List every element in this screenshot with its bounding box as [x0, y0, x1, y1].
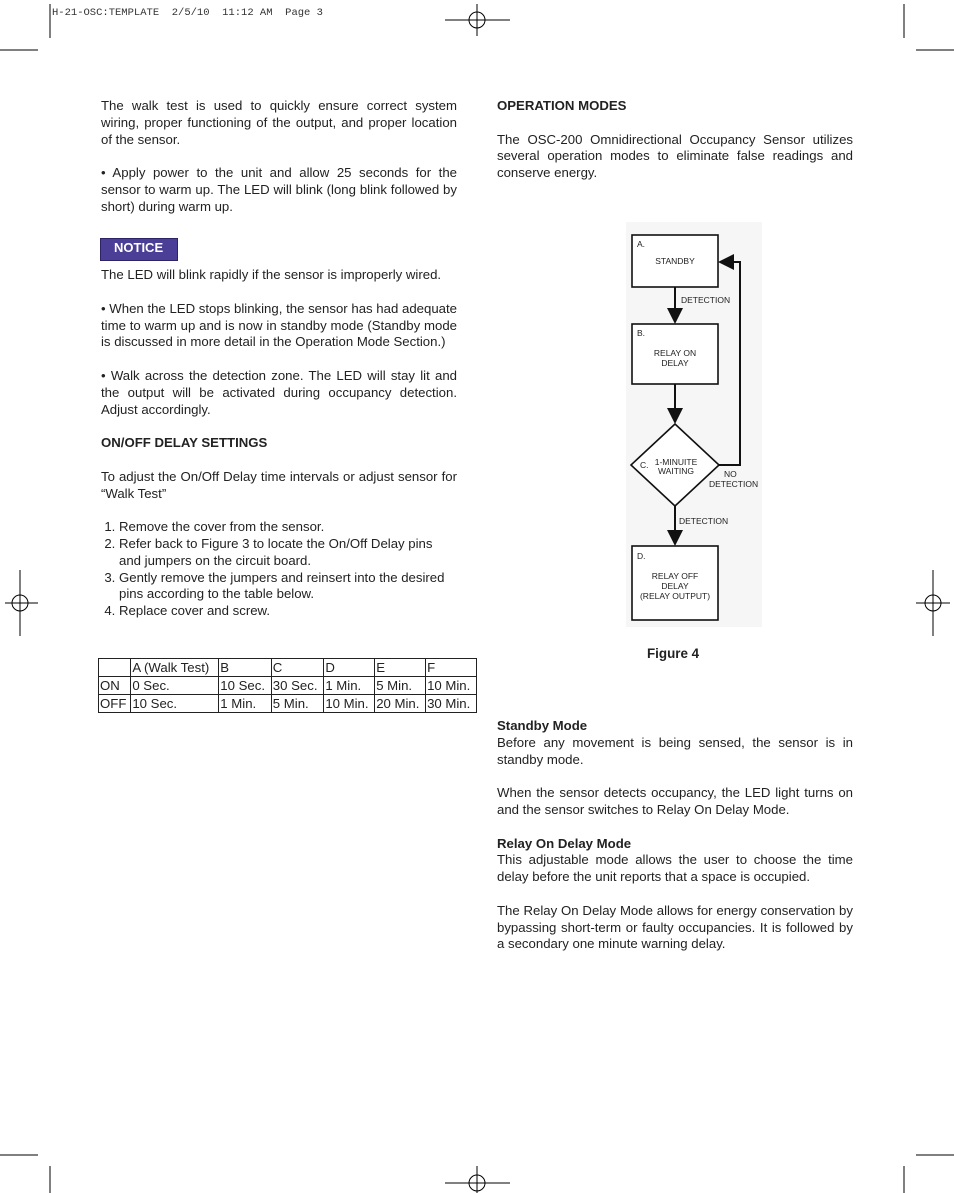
box-b-line1: RELAY ON: [653, 348, 697, 358]
delay-intro: To adjust the On/Off Delay time intervals or adjust sensor for “Walk Test”: [101, 468, 457, 501]
table-row: [99, 695, 477, 713]
table-cell: 0 Sec.: [131, 677, 219, 695]
detection-label-1: DETECTION: [681, 295, 731, 305]
box-d-line3: (RELAY OUTPUT): [639, 591, 711, 601]
table-cell: 30 Min.: [426, 695, 477, 713]
box-b-line2: DELAY: [661, 358, 689, 368]
diamond-c-line1: 1-MINUITE: [654, 457, 698, 467]
table-cell: F: [426, 659, 477, 677]
table-cell: 10 Min.: [426, 677, 477, 695]
box-b-letter: B.: [637, 328, 646, 338]
relay-on-paragraph-2: The Relay On Delay Mode allows for energy conservation by bypassing short-term or faulty occupancies. It is followed by a secondary one minute warning delay.: [497, 902, 853, 952]
box-d-line1: RELAY OFF: [651, 571, 699, 581]
table-cell: D: [324, 659, 375, 677]
table-cell: 10 Sec.: [219, 677, 272, 695]
bullet-walk-across: • Walk across the detection zone. The LED will stay lit and the output will be activated during occupancy detection. Adjust accordingly.: [101, 367, 457, 417]
delay-heading: ON/OFF DELAY SETTINGS: [101, 435, 268, 451]
left-column: [101, 98, 457, 620]
table-cell: 5 Min.: [271, 695, 324, 713]
standby-heading: Standby Mode: [497, 718, 588, 733]
table-header-row: [99, 659, 477, 677]
table-cell: B: [219, 659, 272, 677]
table-cell: [99, 659, 131, 677]
notice-text: The LED will blink rapidly if the sensor is improperly wired.: [101, 267, 442, 283]
table-cell: ON: [99, 677, 131, 695]
box-a-label: STANDBY: [655, 256, 695, 266]
no-detection-line1: NO: [724, 469, 737, 479]
relay-on-paragraph-1: This adjustable mode allows the user to choose the time delay before the unit reports that a space is occupied.: [497, 852, 853, 885]
notice-badge: NOTICE: [100, 238, 178, 261]
standby-paragraph-2: When the sensor detects occupancy, the LED light turns on and the sensor switches to Relay On Delay Mode.: [497, 785, 853, 817]
table-row: [99, 677, 477, 695]
table-cell: 1 Min.: [219, 695, 272, 713]
table-cell: 1 Min.: [324, 677, 375, 695]
delay-steps: [101, 519, 457, 620]
diamond-c-letter: C.: [640, 460, 649, 470]
table-cell: A (Walk Test): [131, 659, 219, 677]
detection-label-2: DETECTION: [679, 516, 729, 526]
slug-line: H-21-OSC:TEMPLATE 2/5/10 11:12 AM Page 3: [52, 7, 323, 19]
box-a-letter: A.: [637, 239, 646, 249]
figure-caption: Figure 4: [647, 646, 700, 661]
table-cell: 10 Sec.: [131, 695, 219, 713]
standby-paragraph-1: Before any movement is being sensed, the sensor is in standby mode.: [497, 734, 853, 767]
delay-settings-table: [98, 658, 477, 713]
list-item: 4. Replace cover and screw.: [119, 603, 457, 620]
table-cell: 10 Min.: [324, 695, 375, 713]
no-detection-line2: DETECTION: [709, 479, 759, 489]
table-cell: 30 Sec.: [271, 677, 324, 695]
bullet-apply-power: • Apply power to the unit and allow 25 seconds for the sensor to warm up. The LED will blink (long blink followed by short) during warm up.: [101, 165, 457, 214]
diamond-c-line2: WAITING: [657, 466, 695, 476]
operation-modes-heading: OPERATION MODES: [497, 98, 627, 113]
table-cell: C: [271, 659, 324, 677]
table-cell: 5 Min.: [375, 677, 426, 695]
relay-on-heading: Relay On Delay Mode: [497, 835, 632, 851]
right-column-bottom: [497, 718, 853, 953]
box-d-letter: D.: [637, 551, 646, 561]
list-item: 1. Remove the cover from the sensor.: [119, 519, 457, 536]
box-d-line2: DELAY: [661, 581, 689, 591]
table-cell: OFF: [99, 695, 131, 713]
walk-test-intro: The walk test is used to quickly ensure correct system wiring, proper functioning of the output, and proper location of the sensor.: [101, 98, 457, 147]
list-item: 3. Gently remove the jumpers and reinsert into the desired pins according to the table below.: [119, 570, 457, 604]
table-cell: 20 Min.: [375, 695, 426, 713]
bullet-led-stops: • When the LED stops blinking, the sensor has had adequate time to warm up and is now in standby mode (Standby mode is discussed in more detail in the Operation Mode Section.): [101, 300, 457, 350]
right-column-top: [497, 98, 853, 182]
table-cell: E: [375, 659, 426, 677]
operation-modes-intro: The OSC-200 Omnidirectional Occupancy Sensor utilizes several operation modes to eliminate false readings and conserve energy.: [497, 131, 853, 181]
list-item: 2. Refer back to Figure 3 to locate the On/Off Delay pins and jumpers on the circuit board.: [119, 536, 457, 570]
operation-mode-diagram: [620, 222, 766, 627]
